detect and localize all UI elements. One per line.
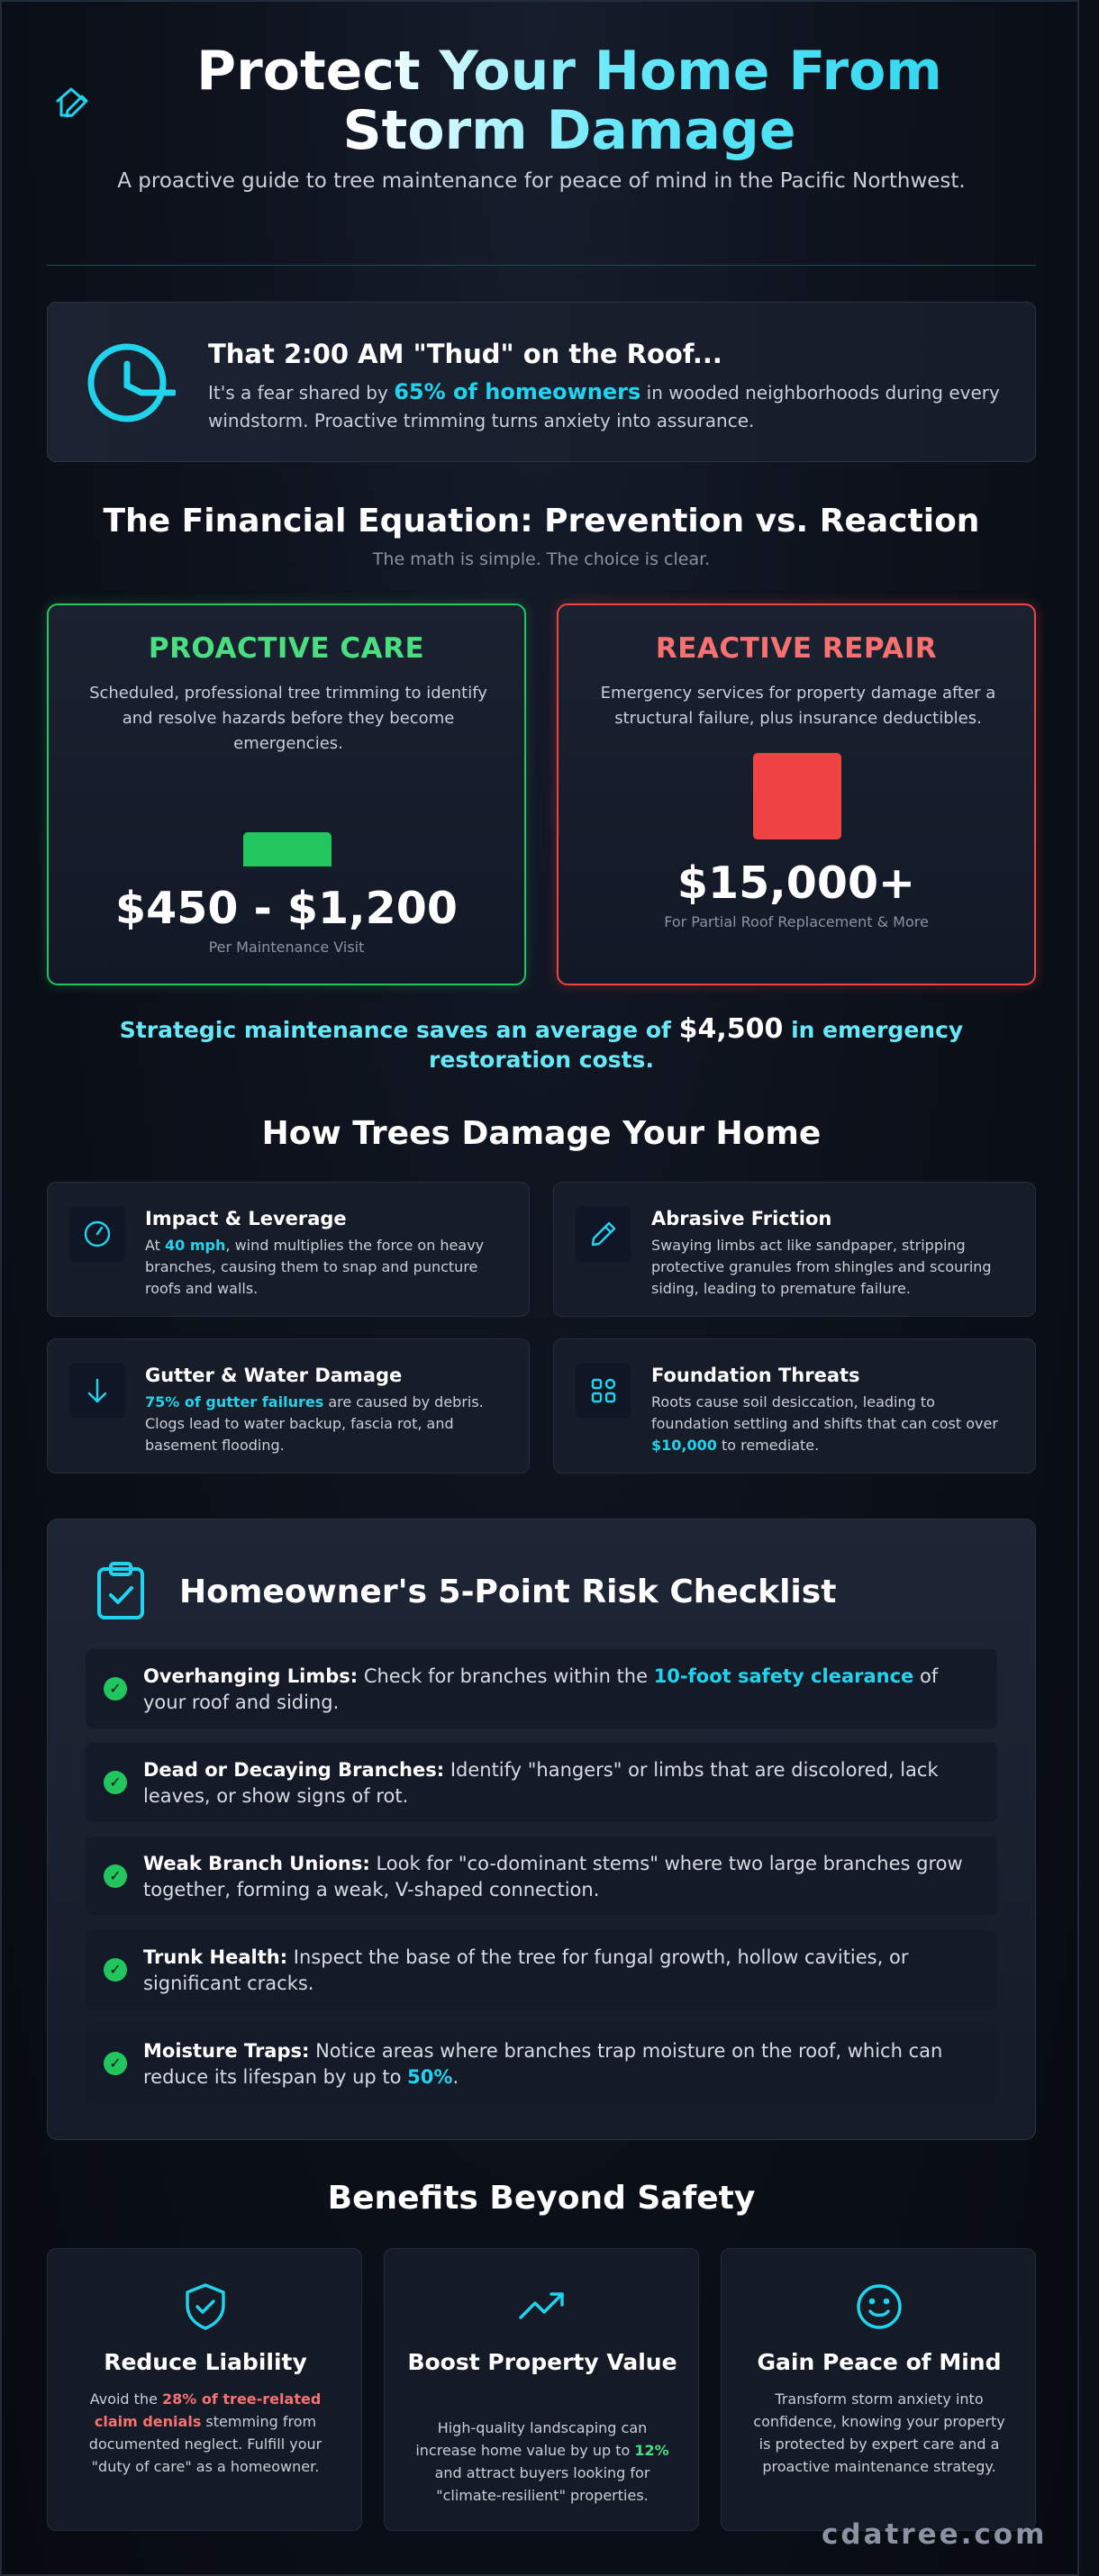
clock-alert-icon [86,340,176,425]
check-icon: ✓ [104,1771,127,1794]
damage-text: Swaying limbs act like sandpaper, stripping protective granules from shingles and scouring siding, leading to premature failure. [651,1237,992,1297]
financial-subheading: The math is simple. The choice is clear. [372,549,711,569]
checklist-item [86,1837,997,1916]
home-edit-icon [50,81,92,122]
damage-heading: How Trees Damage Your Home [261,1115,822,1152]
proactive-price: $450 - $1,200 [115,883,458,934]
benefit-card-liability [47,2248,362,2531]
damage-text: 75% of gutter failures are caused by debris. Clogs lead to water backup, fascia rot, and basement flooding. [145,1393,484,1454]
checklist-text: Dead or Decaying Branches: Identify "hangers" or limbs that are discolored, lack leaves, or show signs of rot. [143,1759,939,1807]
benefit-text: Avoid the 28% of tree-related claim denials stemming from documented neglect. Fulfill your "duty of care" as a homeowner. [88,2390,322,2475]
damage-title: Impact & Leverage [145,1208,347,1229]
checklist-item [86,1743,997,1822]
benefits-heading: Benefits Beyond Safety [327,2180,756,2217]
damage-title: Foundation Threats [651,1365,860,1386]
trending-up-icon [515,2280,569,2334]
brand-watermark: cdatree.com [822,2518,1048,2551]
damage-text: Roots cause soil desiccation, leading to foundation settling and shifts that can cost over $10,000 to remediate. [651,1393,998,1454]
check-icon: ✓ [104,1677,127,1701]
damage-card-friction [553,1182,1036,1317]
savings-amount: $4,500 [678,1013,784,1045]
checklist-text: Trunk Health: Inspect the base of the tree for fungal growth, hollow cavities, or significant cracks. [143,1946,909,1994]
smile-icon [852,2280,906,2334]
proactive-description: Scheduled, professional tree trimming to identify and resolve hazards before they become emergencies. [89,684,487,753]
damage-text: At 40 mph, wind multiplies the force on heavy branches, causing them to snap and puncture roofs and walls. [145,1237,485,1297]
checklist-text: Moisture Traps: Notice areas where branches trap moisture on the roof, which can reduce its lifespan by up to 50%. [143,2040,943,2088]
shield-check-icon [178,2280,232,2334]
pencil-icon [589,1220,618,1248]
reactive-cost-bar [753,753,841,839]
benefit-title: Boost Property Value [407,2349,677,2375]
checklist-item [86,1649,997,1728]
checklist-item [86,1930,997,2009]
damage-card-gutter [47,1338,530,1474]
check-icon: ✓ [104,1958,127,1982]
clipboard-check-icon [95,1561,147,1620]
financial-heading: The Financial Equation: Prevention vs. Reaction [103,503,980,540]
proactive-label: PROACTIVE CARE [148,632,425,665]
checklist-title: Homeowner's 5-Point Risk Checklist [179,1574,837,1610]
gauge-icon [83,1220,112,1248]
arrow-down-icon [83,1376,112,1405]
grid-icon [589,1376,618,1405]
intro-text: It's a fear shared by 65% of homeowners in wooded neighborhoods during every windstorm. Proactive trimming turns anxiety into assurance. [208,379,1000,431]
checklist-text: Weak Branch Unions: Look for "co-dominant stems" where two large branches grow together, forming a weak, V-shaped connection. [143,1853,963,1900]
reactive-label: REACTIVE REPAIR [655,632,938,665]
savings-callout: Strategic maintenance saves an average of $4,500 in emergency restoration costs. [119,1013,964,1073]
reactive-price: $15,000+ [677,857,916,909]
checklist-item [86,2024,997,2103]
risk-checklist [47,1519,1036,2140]
benefit-text: High-quality landscaping can increase home value by up to 12% and attract buyers looking for "climate-resilient" properties. [415,2419,669,2504]
damage-title: Gutter & Water Damage [145,1365,403,1386]
intro-title: That 2:00 AM "Thud" on the Roof... [208,339,722,369]
proactive-note: Per Maintenance Visit [208,939,365,956]
benefit-text: Transform storm anxiety into confidence, knowing your property is protected by expert care and a proactive maintenance strategy. [753,2390,1005,2475]
page-title: Protect Your Home From Storm Damage [101,41,1038,160]
benefit-card-value [384,2248,699,2531]
damage-title: Abrasive Friction [651,1208,832,1229]
damage-card-impact [47,1182,530,1317]
reactive-description: Emergency services for property damage after a structural failure, plus insurance deductibles. [600,684,996,728]
reactive-card [557,603,1036,985]
intro-highlight: 65% of homeowners [394,379,641,404]
page-subtitle: A proactive guide to tree maintenance for peace of mind in the Pacific Northwest. [117,169,966,193]
proactive-cost-bar [243,832,332,866]
reactive-note: For Partial Roof Replacement & More [664,913,929,930]
damage-card-foundation [553,1338,1036,1474]
intro-card [47,302,1036,462]
header [47,40,1036,162]
divider [47,265,1036,266]
benefit-title: Reduce Liability [104,2349,307,2375]
check-icon: ✓ [104,2052,127,2075]
proactive-card [47,603,526,985]
benefit-title: Gain Peace of Mind [757,2349,1002,2375]
benefit-card-peace [721,2248,1036,2531]
checklist-text: Overhanging Limbs: Check for branches within the 10-foot safety clearance of your roof and siding. [143,1665,939,1713]
check-icon: ✓ [104,1864,127,1888]
